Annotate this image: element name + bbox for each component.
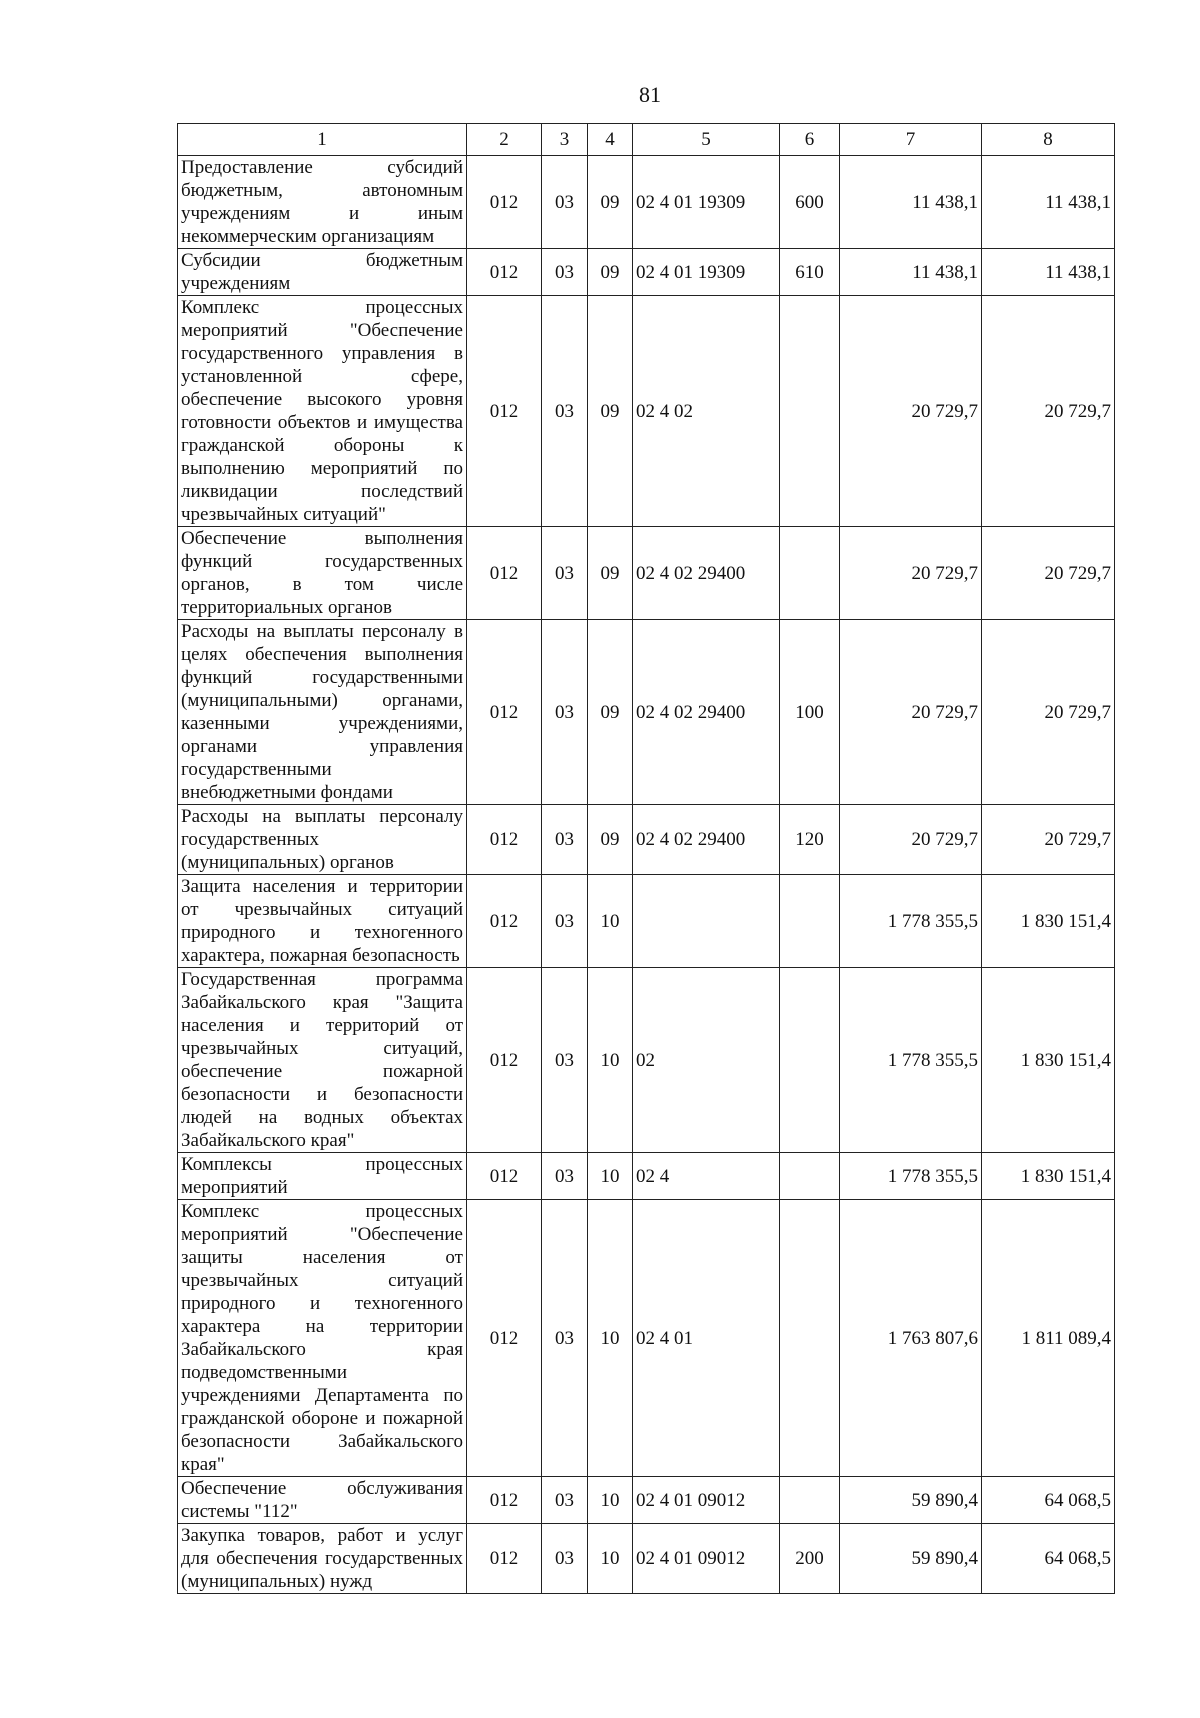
amount-year2-cell: 20 729,7 (982, 620, 1115, 805)
row-name-cell: Предоставление субсидий бюджетным, автономным учреждениям и иным некоммерческим организациям (178, 156, 467, 249)
table-row (178, 1153, 1115, 1200)
subsection-code-cell: 10 (588, 1524, 633, 1594)
table-row (178, 620, 1115, 805)
budget-table (177, 123, 1115, 1594)
section-code-cell: 03 (542, 249, 588, 296)
table-row (178, 968, 1115, 1153)
subsection-code-cell: 10 (588, 1477, 633, 1524)
subsection-code-cell: 10 (588, 875, 633, 968)
table-row (178, 1477, 1115, 1524)
admin-code-cell: 012 (467, 527, 542, 620)
row-name-cell: Субсидии бюджетным учреждениям (178, 249, 467, 296)
admin-code-cell: 012 (467, 805, 542, 875)
subsection-code-cell: 10 (588, 1200, 633, 1477)
target-article-cell: 02 4 01 (633, 1200, 780, 1477)
amount-year2-cell: 1 830 151,4 (982, 875, 1115, 968)
section-code-cell: 03 (542, 296, 588, 527)
expense-type-cell: 600 (780, 156, 840, 249)
admin-code-cell: 012 (467, 875, 542, 968)
row-name-cell: Комплекс процессных мероприятий "Обеспечение защиты населения от чрезвычайных ситуаций природного и техногенного характера на территории Забайкальского края подведомственными учреждениями Департамента по гражданской обороне и пожарной безопасности Забайкальского края" (178, 1200, 467, 1477)
admin-code-cell: 012 (467, 968, 542, 1153)
subsection-code-cell: 09 (588, 527, 633, 620)
amount-year1-cell: 1 778 355,5 (840, 968, 982, 1153)
amount-year1-cell: 20 729,7 (840, 620, 982, 805)
table-row (178, 527, 1115, 620)
section-code-cell: 03 (542, 1477, 588, 1524)
table-row (178, 1200, 1115, 1477)
table-row (178, 296, 1115, 527)
column-header: 3 (542, 124, 588, 156)
table-row (178, 805, 1115, 875)
expense-type-cell: 200 (780, 1524, 840, 1594)
expense-type-cell (780, 1200, 840, 1477)
expense-type-cell: 610 (780, 249, 840, 296)
amount-year1-cell: 59 890,4 (840, 1477, 982, 1524)
target-article-cell: 02 4 01 19309 (633, 156, 780, 249)
table-row (178, 249, 1115, 296)
target-article-cell: 02 4 (633, 1153, 780, 1200)
row-name-cell: Защита населения и территории от чрезвычайных ситуаций природного и техногенного характера, пожарная безопасность (178, 875, 467, 968)
table-row (178, 156, 1115, 249)
target-article-cell: 02 4 02 (633, 296, 780, 527)
row-name-cell: Расходы на выплаты персоналу государственных (муниципальных) органов (178, 805, 467, 875)
subsection-code-cell: 10 (588, 1153, 633, 1200)
amount-year2-cell: 20 729,7 (982, 527, 1115, 620)
row-name-cell: Закупка товаров, работ и услуг для обеспечения государственных (муниципальных) нужд (178, 1524, 467, 1594)
target-article-cell: 02 4 02 29400 (633, 527, 780, 620)
expense-type-cell (780, 527, 840, 620)
expense-type-cell (780, 1153, 840, 1200)
target-article-cell: 02 4 01 09012 (633, 1477, 780, 1524)
section-code-cell: 03 (542, 1153, 588, 1200)
section-code-cell: 03 (542, 620, 588, 805)
amount-year2-cell: 11 438,1 (982, 156, 1115, 249)
page-number: 81 (639, 82, 661, 107)
row-name-cell: Комплекс процессных мероприятий "Обеспечение государственного управления в установленной сфере, обеспечение высокого уровня готовности объектов и имущества гражданской обороны к выполнению мероприятий по ликвидации последствий чрезвычайных ситуаций" (178, 296, 467, 527)
table-row (178, 1524, 1115, 1594)
expense-type-cell (780, 875, 840, 968)
expense-type-cell (780, 1477, 840, 1524)
target-article-cell: 02 4 01 09012 (633, 1524, 780, 1594)
amount-year1-cell: 1 778 355,5 (840, 1153, 982, 1200)
amount-year2-cell: 1 830 151,4 (982, 968, 1115, 1153)
expense-type-cell: 120 (780, 805, 840, 875)
subsection-code-cell: 09 (588, 620, 633, 805)
admin-code-cell: 012 (467, 156, 542, 249)
section-code-cell: 03 (542, 968, 588, 1153)
expense-type-cell: 100 (780, 620, 840, 805)
amount-year1-cell: 1 763 807,6 (840, 1200, 982, 1477)
admin-code-cell: 012 (467, 620, 542, 805)
column-header: 7 (840, 124, 982, 156)
amount-year1-cell: 20 729,7 (840, 527, 982, 620)
column-header: 2 (467, 124, 542, 156)
column-header: 5 (633, 124, 780, 156)
section-code-cell: 03 (542, 805, 588, 875)
amount-year1-cell: 1 778 355,5 (840, 875, 982, 968)
admin-code-cell: 012 (467, 1524, 542, 1594)
expense-type-cell (780, 296, 840, 527)
target-article-cell (633, 875, 780, 968)
row-name-cell: Обеспечение выполнения функций государственных органов, в том числе территориальных органов (178, 527, 467, 620)
amount-year2-cell: 1 811 089,4 (982, 1200, 1115, 1477)
row-name-cell: Расходы на выплаты персоналу в целях обеспечения выполнения функций государственными (муниципальными) органами, казенными учреждениями, органами управления государственными внебюджетными фондами (178, 620, 467, 805)
admin-code-cell: 012 (467, 249, 542, 296)
subsection-code-cell: 09 (588, 156, 633, 249)
amount-year2-cell: 64 068,5 (982, 1477, 1115, 1524)
row-name-cell: Комплексы процессных мероприятий (178, 1153, 467, 1200)
amount-year1-cell: 59 890,4 (840, 1524, 982, 1594)
target-article-cell: 02 (633, 968, 780, 1153)
column-header: 8 (982, 124, 1115, 156)
section-code-cell: 03 (542, 1200, 588, 1477)
table-header-row (178, 124, 1115, 156)
target-article-cell: 02 4 02 29400 (633, 805, 780, 875)
target-article-cell: 02 4 01 19309 (633, 249, 780, 296)
subsection-code-cell: 09 (588, 249, 633, 296)
section-code-cell: 03 (542, 1524, 588, 1594)
amount-year2-cell: 11 438,1 (982, 249, 1115, 296)
target-article-cell: 02 4 02 29400 (633, 620, 780, 805)
column-header: 6 (780, 124, 840, 156)
admin-code-cell: 012 (467, 296, 542, 527)
amount-year1-cell: 11 438,1 (840, 249, 982, 296)
column-header: 4 (588, 124, 633, 156)
admin-code-cell: 012 (467, 1477, 542, 1524)
amount-year1-cell: 20 729,7 (840, 296, 982, 527)
subsection-code-cell: 09 (588, 805, 633, 875)
subsection-code-cell: 09 (588, 296, 633, 527)
subsection-code-cell: 10 (588, 968, 633, 1153)
amount-year2-cell: 1 830 151,4 (982, 1153, 1115, 1200)
amount-year2-cell: 20 729,7 (982, 805, 1115, 875)
amount-year2-cell: 20 729,7 (982, 296, 1115, 527)
row-name-cell: Государственная программа Забайкальского края "Защита населения и территорий от чрезвычайных ситуаций, обеспечение пожарной безопасности и безопасности людей на водных объектах Забайкальского края" (178, 968, 467, 1153)
amount-year2-cell: 64 068,5 (982, 1524, 1115, 1594)
table-row (178, 875, 1115, 968)
amount-year1-cell: 20 729,7 (840, 805, 982, 875)
admin-code-cell: 012 (467, 1200, 542, 1477)
expense-type-cell (780, 968, 840, 1153)
section-code-cell: 03 (542, 875, 588, 968)
section-code-cell: 03 (542, 156, 588, 249)
column-header: 1 (178, 124, 467, 156)
admin-code-cell: 012 (467, 1153, 542, 1200)
row-name-cell: Обеспечение обслуживания системы "112" (178, 1477, 467, 1524)
amount-year1-cell: 11 438,1 (840, 156, 982, 249)
section-code-cell: 03 (542, 527, 588, 620)
